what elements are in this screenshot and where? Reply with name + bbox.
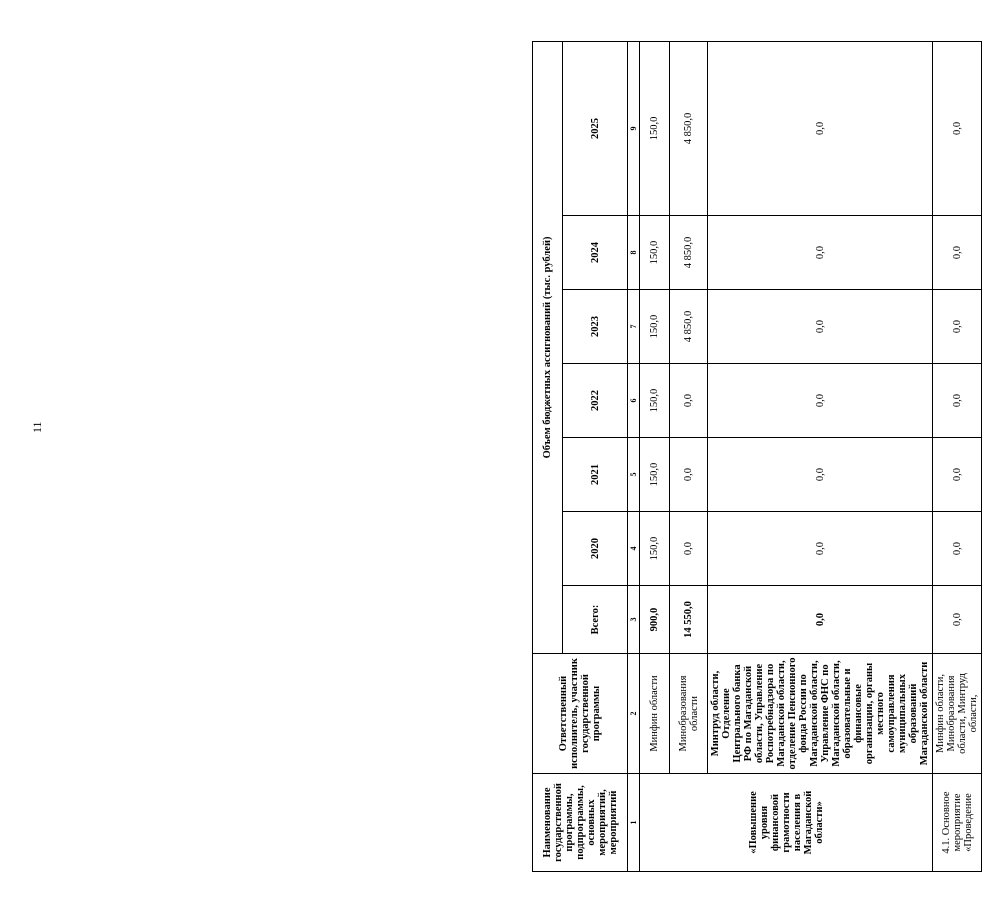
value-cell: 0,0: [708, 41, 933, 215]
column-index-row: [628, 41, 640, 871]
index-cell: 6: [628, 364, 640, 438]
value-cell: 0,0: [670, 364, 708, 438]
executor-cell: Минфин области: [640, 654, 670, 774]
value-cell: 150,0: [640, 438, 670, 512]
value-cell: 4 850,0: [670, 41, 708, 215]
table-row: [640, 41, 670, 871]
executor-cell: Минфин области, Минобразования области, Минтруд области,: [933, 654, 982, 774]
value-cell: 0,0: [933, 512, 982, 586]
index-cell: 4: [628, 512, 640, 586]
index-cell: 2: [628, 654, 640, 774]
index-cell: 5: [628, 438, 640, 512]
header-year-2021: 2021: [563, 438, 628, 512]
value-cell: 0,0: [933, 41, 982, 215]
index-cell: 3: [628, 586, 640, 654]
table-row: [708, 41, 933, 871]
total-cell: 14 550,0: [670, 586, 708, 654]
value-cell: 0,0: [670, 438, 708, 512]
header-budget-group: Объем бюджетных ассигнований (тыс. рублей): [533, 41, 563, 653]
page-number: 11: [30, 421, 44, 433]
value-cell: 0,0: [933, 438, 982, 512]
value-cell: 0,0: [708, 438, 933, 512]
budget-table-sheet: [532, 42, 1002, 872]
value-cell: 0,0: [708, 512, 933, 586]
index-cell: 1: [628, 774, 640, 872]
total-cell: 0,0: [708, 586, 933, 654]
budget-table: [532, 41, 982, 872]
index-cell: 9: [628, 41, 640, 215]
total-cell: 900,0: [640, 586, 670, 654]
total-cell: 0,0: [933, 586, 982, 654]
value-cell: 150,0: [640, 364, 670, 438]
header-name: Наименование государственной программы, подпрограммы, основных мероприятий, мероприятий: [533, 774, 628, 872]
header-year-2025: 2025: [563, 41, 628, 215]
value-cell: 150,0: [640, 41, 670, 215]
header-year-2024: 2024: [563, 216, 628, 290]
header-executor: Ответственный исполнитель, участник государственной программы: [533, 654, 628, 774]
value-cell: 150,0: [640, 290, 670, 364]
value-cell: 0,0: [933, 290, 982, 364]
value-cell: 150,0: [640, 216, 670, 290]
table-row: [933, 41, 982, 871]
value-cell: 0,0: [933, 216, 982, 290]
value-cell: 4 850,0: [670, 216, 708, 290]
value-cell: 0,0: [708, 216, 933, 290]
executor-cell: Минтруд области, Отделение Центрального банка РФ по Магаданской области, Управление Роспотребнадзора по Магаданской области, отделение Пенсионного фонда России по Магаданской области, Управление ФНС по Магаданской области, образовательные и финансовые организации, органы местного самоуправления муниципальных образований Магаданской области: [708, 654, 933, 774]
header-year-2023: 2023: [563, 290, 628, 364]
activity-name-cell: 4.1. Основное мероприятие «Проведение: [933, 774, 982, 872]
value-cell: 4 850,0: [670, 290, 708, 364]
index-cell: 8: [628, 216, 640, 290]
index-cell: 7: [628, 290, 640, 364]
value-cell: 150,0: [640, 512, 670, 586]
header-total: Всего:: [563, 586, 628, 654]
value-cell: 0,0: [708, 290, 933, 364]
program-name-cell: «Повышение уровня финансовой грамотности населения в Магаданской области»: [640, 774, 933, 872]
header-year-2020: 2020: [563, 512, 628, 586]
value-cell: 0,0: [708, 364, 933, 438]
table-row: [670, 41, 708, 871]
header-year-2022: 2022: [563, 364, 628, 438]
executor-cell: Минобразования области: [670, 654, 708, 774]
value-cell: 0,0: [670, 512, 708, 586]
value-cell: 0,0: [933, 364, 982, 438]
